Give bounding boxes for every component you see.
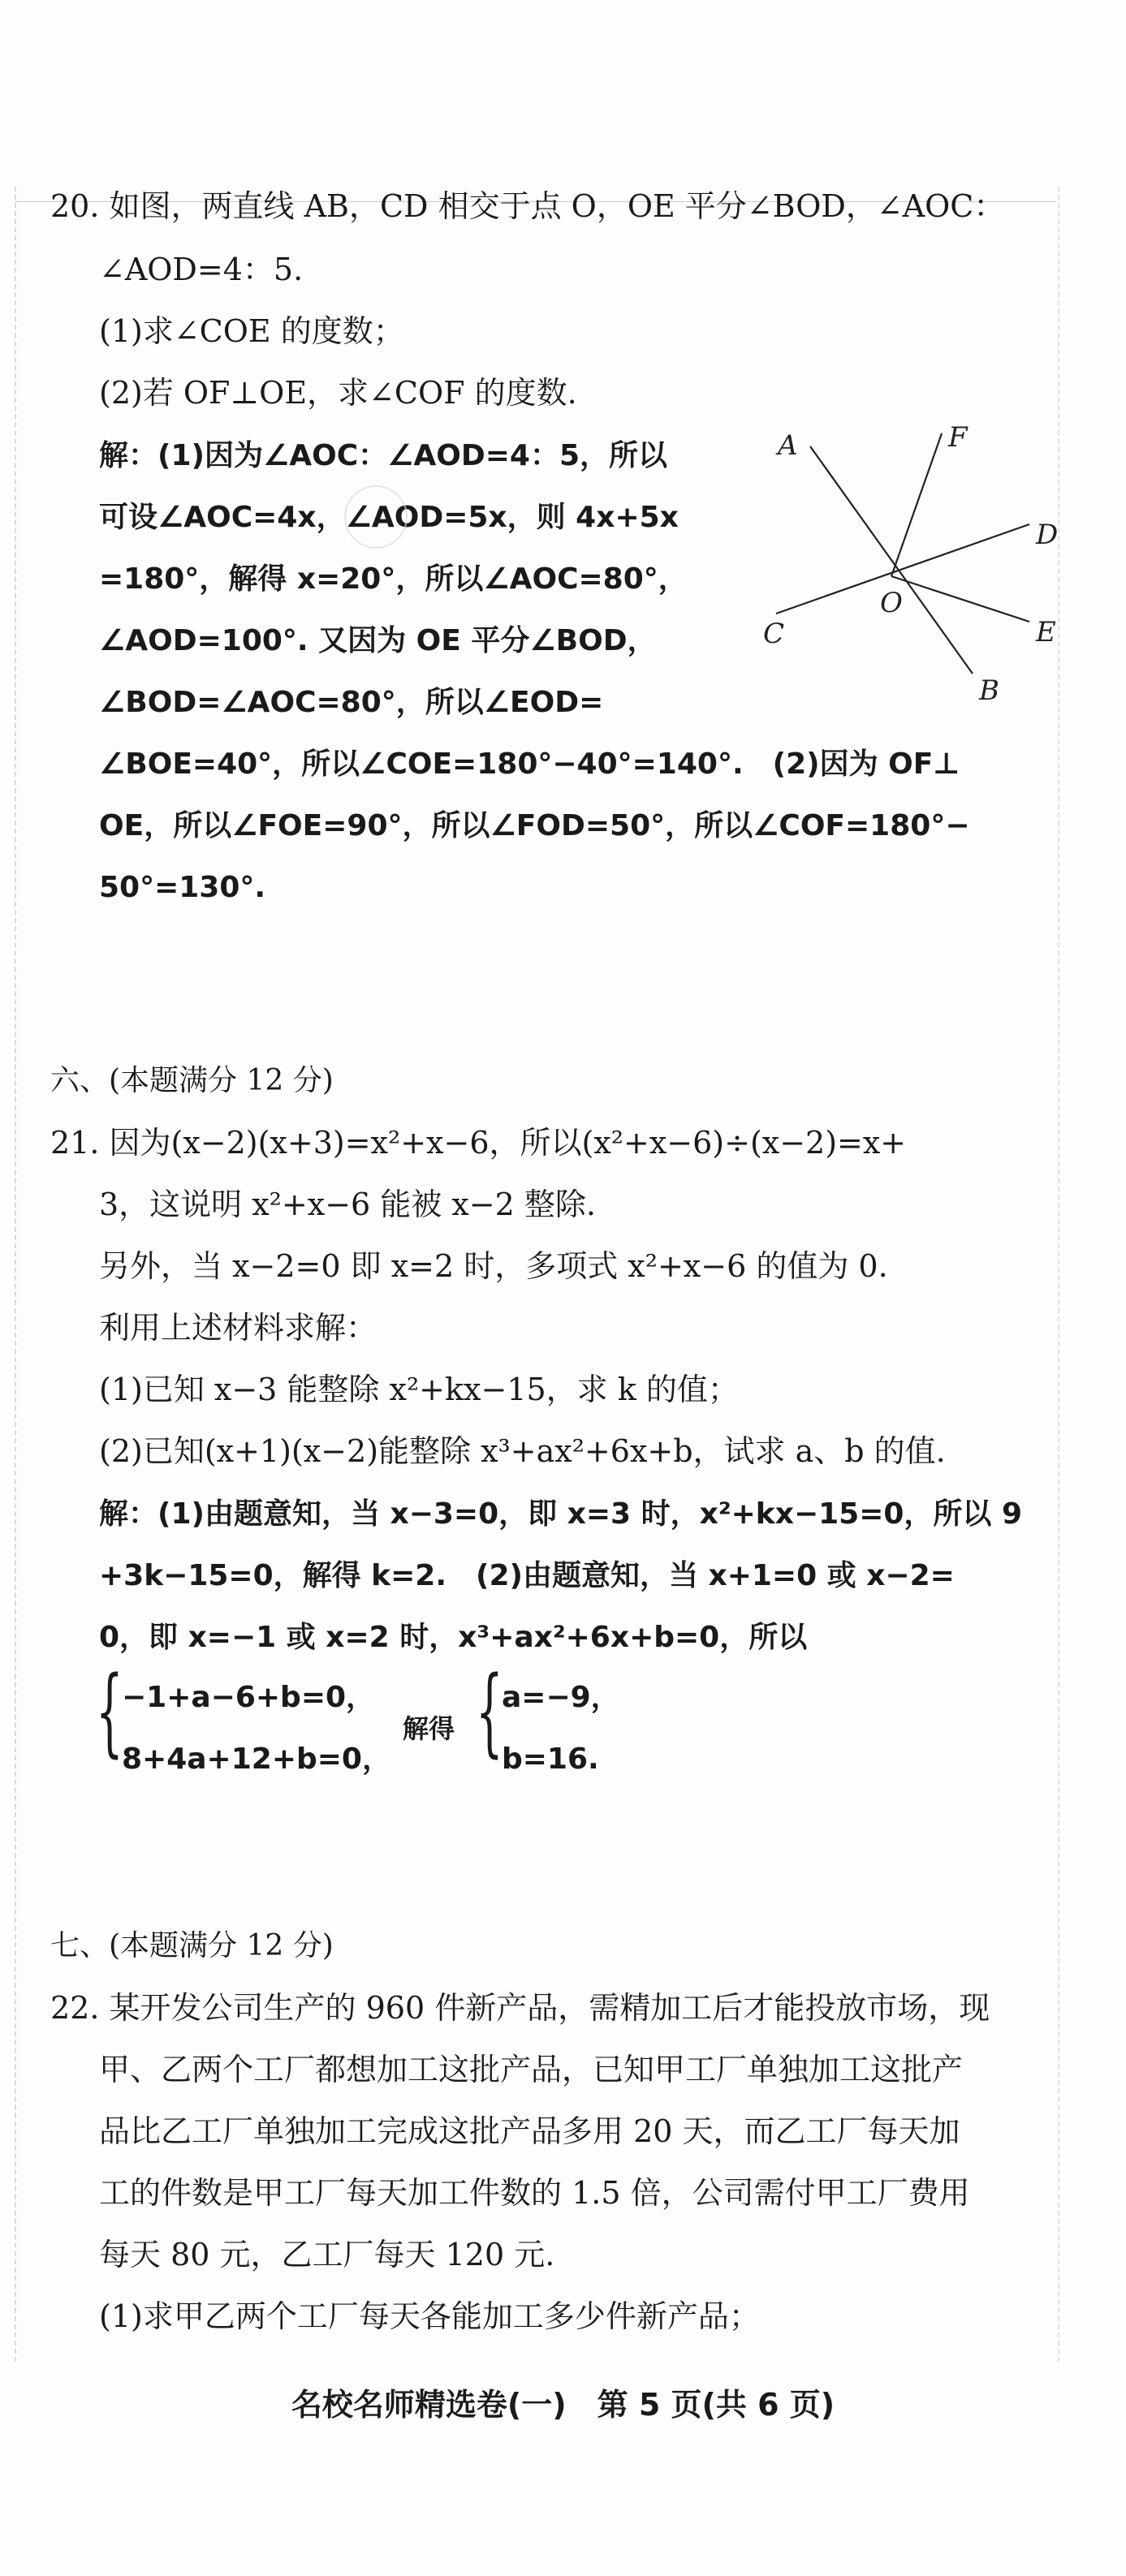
q20-solution-line2: 可设∠AOC=4x，∠AOD=5x，则 4x+5x	[99, 501, 679, 534]
ray-OE	[891, 576, 1029, 622]
system-solve-label: 解得	[403, 1713, 455, 1744]
q22-line3: 品比乙工厂单独加工完成这批产品多用 20 天，而乙工厂每天加	[99, 2113, 960, 2149]
q20-solution-line7: OE，所以∠FOE=90°，所以∠FOD=50°，所以∠COF=180°−	[99, 809, 970, 842]
q22-part1: (1)求甲乙两个工厂每天各能加工多少件新产品；	[99, 2298, 760, 2334]
q21-solution-line1: 解：(1)由题意知，当 x−3=0，即 x=3 时，x²+kx−15=0，所以 9	[99, 1497, 1023, 1531]
label-F: F	[948, 422, 968, 454]
system-left-brace: {	[96, 1655, 123, 1767]
q21-line1: 21. 因为(x−2)(x+3)=x²+x−6，所以(x²+x−6)÷(x−2)=x+	[50, 1125, 907, 1161]
q21-line4: 利用上述材料求解：	[99, 1310, 377, 1346]
q20-part1: (1)求∠COE 的度数；	[99, 313, 404, 349]
label-O: O	[880, 587, 903, 619]
q20-part2: (2)若 OF⊥OE，求∠COF 的度数.	[99, 375, 577, 411]
line-AB	[810, 446, 973, 674]
label-D: D	[1036, 519, 1059, 551]
watermark-seal	[344, 485, 408, 549]
section-7-heading: 七、(本题满分 12 分)	[50, 1929, 334, 1962]
system1-eq1: −1+a−6+b=0，	[122, 1681, 376, 1714]
q20-solution-line3: =180°，解得 x=20°，所以∠AOC=80°，	[99, 562, 688, 596]
ray-OF	[891, 433, 942, 576]
label-E: E	[1036, 616, 1056, 648]
label-A: A	[778, 429, 798, 462]
system-right-brace: {	[476, 1655, 503, 1767]
q22-line4: 工的件数是甲工厂每天加工件数的 1.5 倍，公司需付甲工厂费用	[99, 2175, 970, 2211]
q20-solution-line1: 解：(1)因为∠AOC：∠AOD=4：5，所以	[99, 439, 667, 472]
q21-part1: (1)已知 x−3 能整除 x²+kx−15，求 k 的值；	[99, 1372, 739, 1407]
line-CD	[776, 524, 1029, 614]
section-6-heading: 六、(本题满分 12 分)	[50, 1064, 334, 1097]
q20-solution-line4: ∠AOD=100°. 又因为 OE 平分∠BOD，	[99, 624, 657, 657]
q21-line2: 3，这说明 x²+x−6 能被 x−2 整除.	[99, 1187, 596, 1222]
q21-line3: 另外，当 x−2=0 即 x=2 时，多项式 x²+x−6 的值为 0.	[99, 1248, 888, 1284]
page-footer: 名校名师精选卷(一) 第 5 页(共 6 页)	[291, 2387, 835, 2423]
q22-line1: 22. 某开发公司生产的 960 件新产品，需精加工后才能投放市场，现	[50, 1990, 990, 2026]
q20-solution-line8: 50°=130°.	[99, 871, 266, 904]
label-C: C	[763, 618, 785, 650]
q20-stem-line2: ∠AOD=4：5.	[99, 252, 304, 287]
q21-part2: (2)已知(x+1)(x−2)能整除 x³+ax²+6x+b，试求 a、b 的值.	[99, 1433, 946, 1469]
q20-figure	[755, 422, 1080, 722]
system1-eq2: 8+4a+12+b=0，	[122, 1742, 391, 1776]
system2-eq2: b=16.	[502, 1742, 599, 1776]
q22-line2: 甲、乙两个工厂都想加工这批产品，已知甲工厂单独加工这批产	[99, 2052, 964, 2087]
q22-line5: 每天 80 元，乙工厂每天 120 元.	[99, 2237, 555, 2272]
left-margin-rule	[15, 187, 17, 2362]
q20-solution-line6: ∠BOE=40°，所以∠COE=180°−40°=140°. (2)因为 OF⊥	[99, 747, 960, 781]
label-B: B	[979, 674, 999, 707]
q20-solution-line5: ∠BOD=∠AOC=80°，所以∠EOD=	[99, 686, 604, 719]
q20-stem-line1: 20. 如图，两直线 AB，CD 相交于点 O，OE 平分∠BOD，∠AOC：	[50, 188, 1005, 224]
system2-eq1: a=−9，	[502, 1681, 620, 1714]
q21-solution-line2: +3k−15=0，解得 k=2. (2)由题意知，当 x+1=0 或 x−2=	[99, 1559, 955, 1592]
q21-solution-line3: 0，即 x=−1 或 x=2 时，x³+ax²+6x+b=0，所以	[99, 1621, 808, 1654]
